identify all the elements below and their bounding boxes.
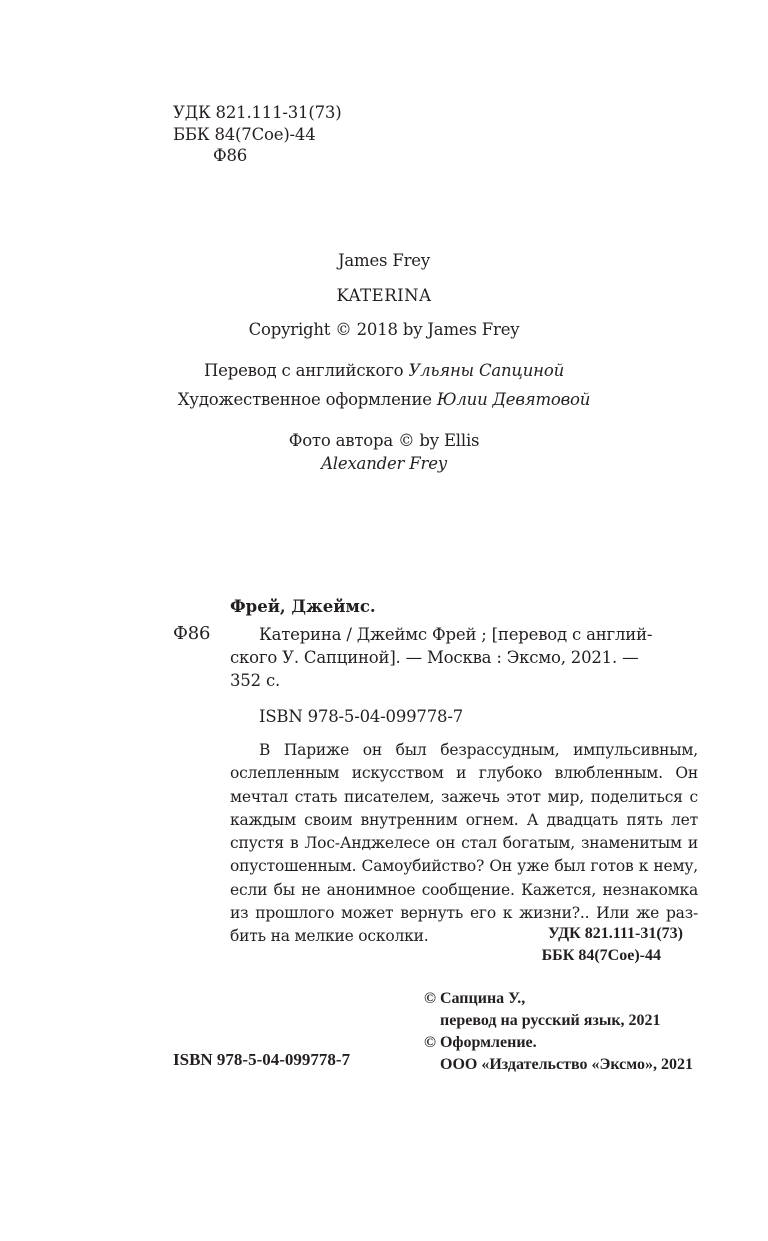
udk-code: УДК 821.111-31(73) [173,103,342,122]
translation-prefix: Перевод с английского [203,361,409,380]
publisher-copyright: ООО «Издательство «Эксмо», 2021 [440,1056,693,1073]
catalog-udk: УДК 821.111-31(73) [548,925,683,942]
original-title: KATERINA [336,286,432,305]
annotation-line: мечтал стать писателем, зажечь этот мир, поделиться с [230,787,698,806]
bibliographic-line: Катерина / Джеймс Фрей ; [перевод с англий- [259,625,653,644]
photographer-name: Alexander Frey [321,454,447,473]
design-prefix: Художественное оформление [177,390,437,409]
translation-credit [0,360,768,382]
translator-name: Ульяны Сапциной [408,361,564,380]
annotation-line: из прошлого может вернуть его к жизни?.. Или же раз- [230,904,698,923]
catalog-isbn: ISBN 978-5-04-099778-7 [259,707,464,726]
annotation-line: каждым своим внутренним огнем. А двадцать пять лет [230,810,698,829]
author-name-english: James Frey [338,251,430,270]
bibliographic-line: ского У. Сапциной]. — Москва : Эксмо, 2021. — [230,648,639,667]
isbn-bottom: ISBN 978-5-04-099778-7 [173,1050,351,1069]
book-annotation [230,739,698,949]
annotation-line: опустошенным. Самоубийство? Он уже был готов к нему, [230,857,698,876]
catalog-author-code: Ф86 [173,623,211,644]
catalog-author: Фрей, Джеймс. [230,597,376,616]
annotation-line: В Париже он был безрассудным, импульсивным, [259,741,698,759]
catalog-bbk: ББК 84(7Сое)-44 [541,947,661,964]
author-code: Ф86 [213,146,248,165]
annotation-line: ослепленным искусством и глубоко влюбленным. Он [230,764,698,783]
photo-credit: Фото автора © by Ellis [288,431,480,450]
copyright-line: Copyright © 2018 by James Frey [248,320,520,339]
design-credit [0,389,768,411]
annotation-line: спустя в Лос-Анджелесе он стал богатым, знаменитым и [230,834,698,853]
annotation-line: если бы не анонимное сообщение. Кажется, незнакомка [230,880,698,899]
design-copyright: © Оформление. [424,1034,537,1051]
annotation-line: бить на мелкие осколки. [230,927,429,946]
translation-copyright-note: перевод на русский язык, 2021 [440,1012,661,1029]
translator-copyright: © Сапцина У., [424,990,526,1007]
bbk-code: ББК 84(7Сое)-44 [173,125,316,144]
bibliographic-line: 352 с. [230,671,281,690]
designer-name: Юлии Девятовой [436,390,591,409]
